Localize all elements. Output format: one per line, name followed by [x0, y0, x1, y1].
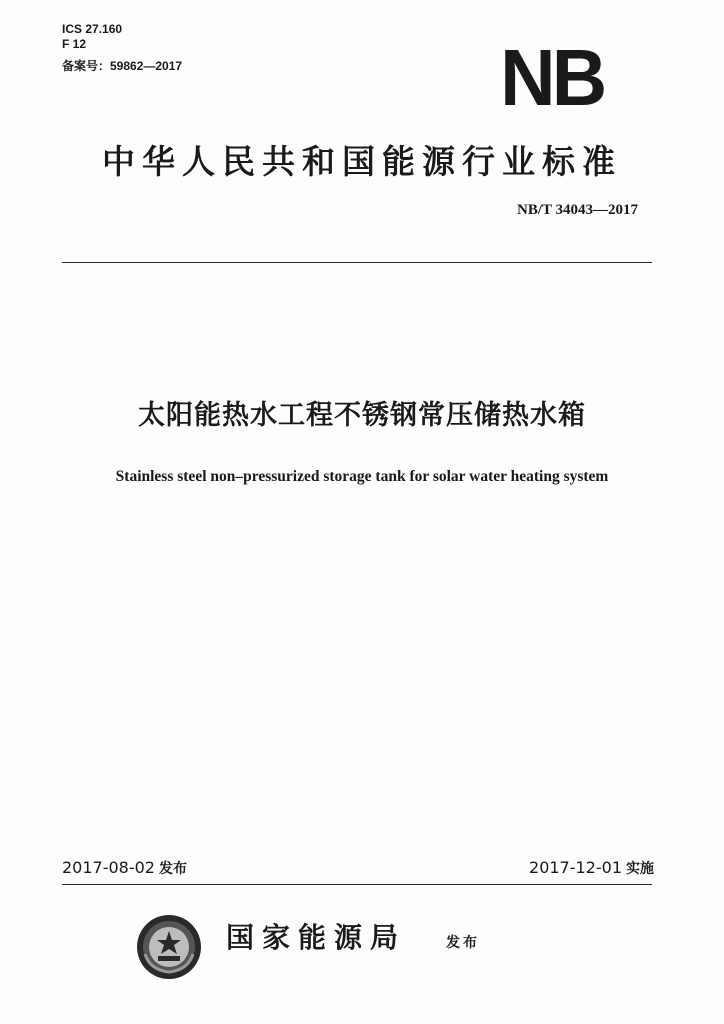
standard-number: NB/T 34043—2017 [517, 202, 638, 218]
publish-label: 发布 [158, 861, 187, 877]
effective-label: 实施 [626, 861, 654, 877]
publish-date-value: 2017-08-02 [62, 858, 155, 877]
top-divider [62, 262, 652, 263]
issuer-label: 发布 [446, 935, 480, 951]
ccs-code: F 12 [62, 37, 87, 51]
document-title-en: Stainless steel non–pressurized storage tank for solar water heating system [115, 468, 609, 485]
document-title-cn: 太阳能热水工程不锈钢常压储热水箱 [138, 400, 586, 431]
ics-code: ICS 27.160 [62, 22, 123, 36]
bottom-divider [62, 884, 652, 885]
effective-date-value: 2017-12-01 [529, 858, 622, 877]
issuer-name: 国家能源局 [226, 921, 407, 954]
national-emblem-icon [136, 914, 202, 980]
organization-title: 中华人民共和国能源行业标准 [102, 142, 622, 181]
publish-date [62, 858, 187, 879]
record-number: 备案号：59862—2017 [62, 59, 183, 73]
nb-logo: NB [500, 33, 604, 122]
effective-date [529, 858, 654, 879]
